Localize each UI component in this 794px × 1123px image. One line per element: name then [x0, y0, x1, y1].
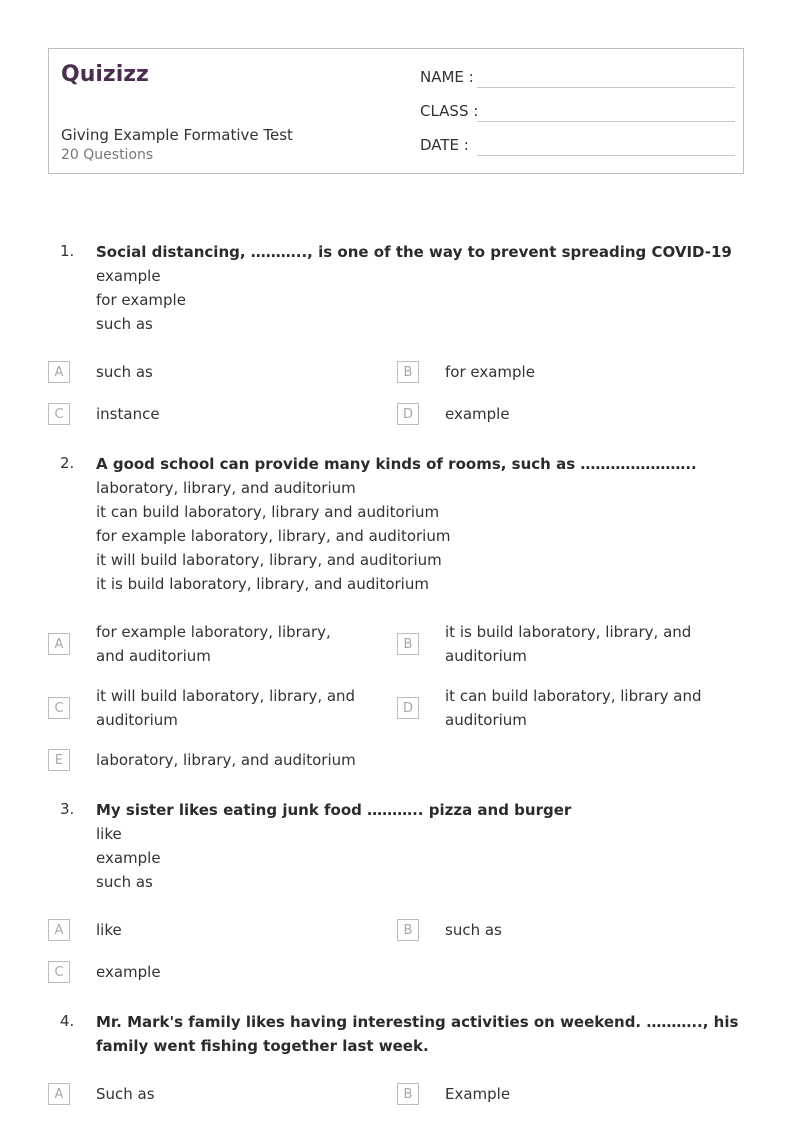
choice-line: it can build laboratory, library and auditorium [96, 503, 440, 521]
question-text: My sister likes eating junk food ……….. pizza and burger [96, 801, 572, 819]
option-text: it can build laboratory, library and auditorium [445, 687, 702, 729]
option-text: for example laboratory, library, and auditorium [96, 623, 331, 665]
name-line[interactable] [477, 87, 735, 88]
option-letter-box[interactable]: D [397, 697, 419, 719]
option-letter-box[interactable]: B [397, 1083, 419, 1105]
choice-line: such as [96, 315, 153, 333]
option-letter-box[interactable]: B [397, 919, 419, 941]
question-number: 2. [60, 454, 75, 472]
choice-line: it will build laboratory, library, and auditorium [96, 551, 442, 569]
option-letter-box[interactable]: A [48, 633, 70, 655]
option-text: such as [445, 921, 502, 939]
option-letter-box[interactable]: D [397, 403, 419, 425]
question-number: 1. [60, 242, 75, 260]
question-text: A good school can provide many kinds of rooms, such as ………………….. [96, 455, 697, 473]
option-letter-box[interactable]: B [397, 361, 419, 383]
date-label: DATE : [420, 136, 469, 154]
option-letter-box[interactable]: C [48, 961, 70, 983]
logo-wordmark: Quizizz [61, 62, 149, 87]
option-letter-box[interactable]: C [48, 697, 70, 719]
choice-line: laboratory, library, and auditorium [96, 479, 356, 497]
question-number: 4. [60, 1012, 75, 1030]
option-text: such as [96, 363, 153, 381]
worksheet-header [48, 48, 744, 174]
option-text: instance [96, 405, 160, 423]
choice-line: for example [96, 291, 186, 309]
question-number: 3. [60, 800, 75, 818]
question-text: Social distancing, ……….., is one of the way to prevent spreading COVID-19 [96, 243, 732, 261]
option-text: it will build laboratory, library, and auditorium [96, 687, 356, 729]
quizizz-logo [61, 59, 153, 91]
date-field[interactable] [420, 136, 735, 160]
choice-line: it is build laboratory, library, and auditorium [96, 575, 429, 593]
choice-line: like [96, 825, 122, 843]
test-title: Giving Example Formative Test [61, 126, 293, 144]
class-label: CLASS : [420, 102, 479, 120]
option-letter-box[interactable]: C [48, 403, 70, 425]
class-field[interactable] [420, 102, 735, 126]
option-text: for example [445, 363, 535, 381]
choice-line: example [96, 849, 161, 867]
choice-line: for example laboratory, library, and auditorium [96, 527, 451, 545]
option-text: example [96, 963, 161, 981]
option-letter-box[interactable]: A [48, 1083, 70, 1105]
option-letter-box[interactable]: B [397, 633, 419, 655]
option-text: it is build laboratory, library, and auditorium [445, 623, 692, 665]
option-text: like [96, 921, 122, 939]
question-count: 20 Questions [61, 147, 154, 163]
option-text: laboratory, library, and auditorium [96, 751, 356, 769]
option-letter-box[interactable]: E [48, 749, 70, 771]
option-letter-box[interactable]: A [48, 919, 70, 941]
name-label: NAME : [420, 68, 474, 86]
date-line[interactable] [477, 155, 735, 156]
name-field[interactable] [420, 68, 735, 92]
question-text: Mr. Mark's family likes having interesting activities on weekend. ……….., his family went fishing together last week. [96, 1013, 739, 1055]
option-text: example [445, 405, 510, 423]
option-text: Such as [96, 1085, 155, 1103]
option-text: Example [445, 1085, 511, 1103]
class-line[interactable] [477, 121, 735, 122]
choice-line: such as [96, 873, 153, 891]
choice-line: example [96, 267, 161, 285]
option-letter-box[interactable]: A [48, 361, 70, 383]
